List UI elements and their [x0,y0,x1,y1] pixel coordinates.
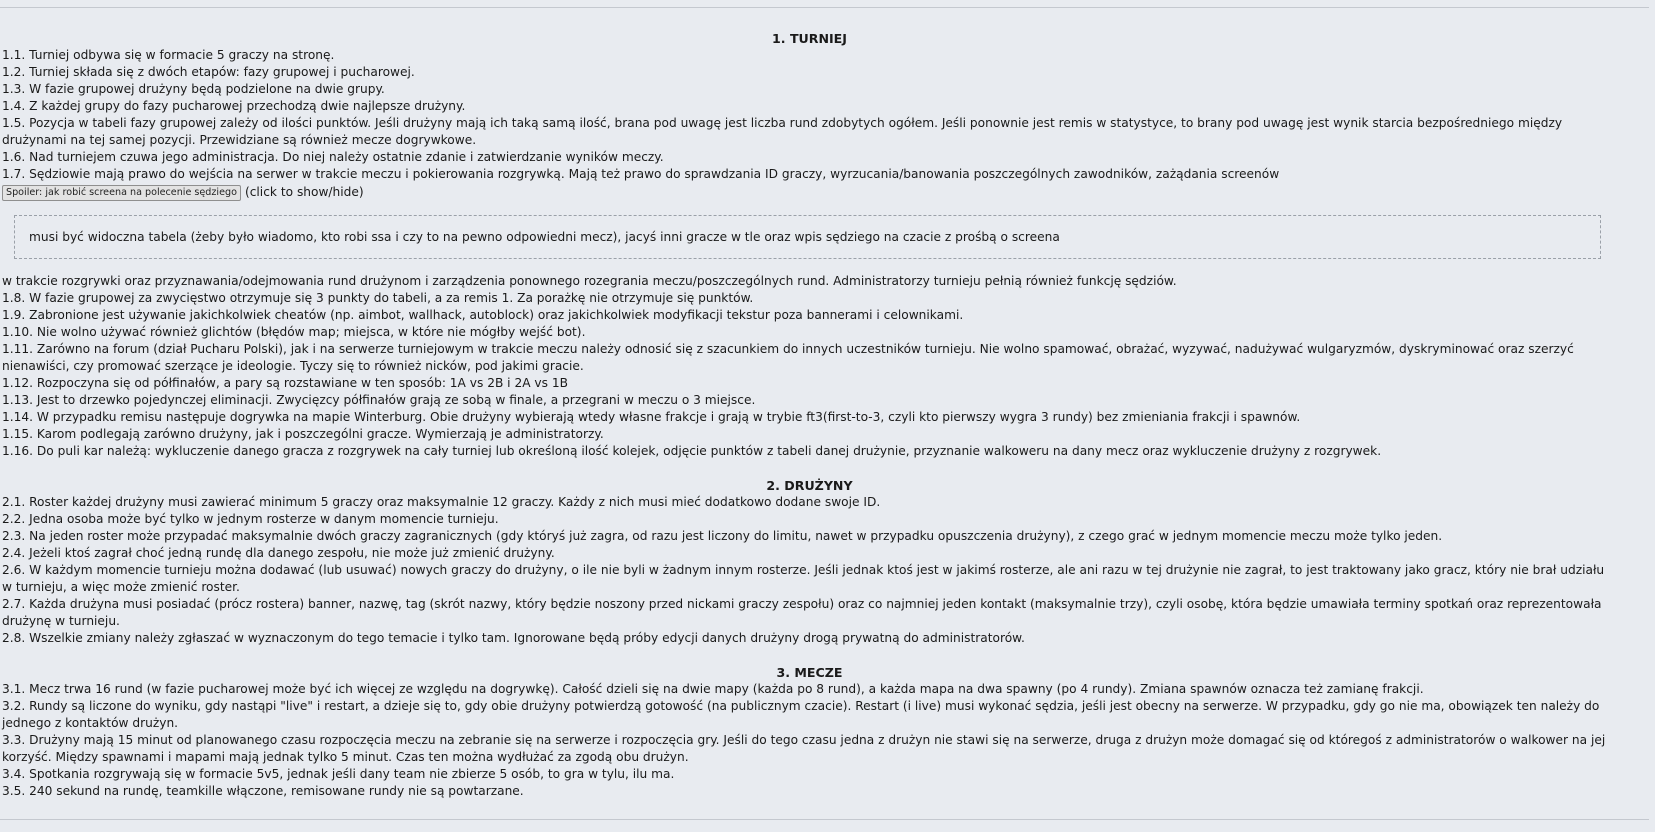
tournament-rules [2,47,1617,183]
rule-line: 3.5. 240 sekund na rundę, teamkille włączone, remisowane rundy nie są powtarzane. [2,784,524,798]
rule-line: 1.8. W fazie grupowej za zwycięstwo otrzymuje się 3 punkty do tabeli, a za remis 1. Za porażkę nie otrzymuje się punktów. [2,291,754,305]
rule-line: 1.4. Z każdej grupy do fazy pucharowej przechodzą dwie najlepsze drużyny. [2,99,466,113]
rule-line: 1.11. Zarówno na forum (dział Pucharu Polski), jak i na serwerze turniejowym w trakcie meczu należy odnosić się z szacunkiem do innych uczestników turnieju. Nie wolno spamować, obrażać, wyzywać, nadużywać wulgaryzmów, dyskryminować oraz szerzyć nienawiści, czy promować szerzące je ideologie. Tyczy się to również nicków, pod jakimi gracie. [2,342,1574,373]
rule-line: 2.7. Każda drużyna musi posiadać (prócz rostera) banner, nazwę, tag (skrót nazwy, który będzie noszony przed nickami graczy zespołu) oraz co najmniej jeden kontakt (maksymalnie trzy), czyli osobę, która będzie umawiała terminy spotkań oraz reprezentowała drużynę w turnieju. [2,597,1602,628]
rule-line: 1.9. Zabronione jest używanie jakichkolwiek cheatów (np. aimbot, wallhack, autoblock) oraz jakichkolwiek modyfikacji tekstur poza bannerami i celownikami. [2,308,964,322]
rule-line: 2.6. W każdym momencie turnieju można dodawać (lub usuwać) nowych graczy do drużyny, o ile nie byli w żadnym innym rosterze. Jeśli jednak ktoś jest w jakimś rosterze, ale ani razu w tej drużynie nie zagrał, to jest traktowany jako gracz, który nie brał udziału w turnieju, a więc może zmienić roster. [2,563,1605,594]
rule-line: 3.1. Mecz trwa 16 rund (w fazie pucharowej może być ich więcej ze względu na dogrywkę). Całość dzieli się na dwie mapy (każda po 8 rund), a każda mapa na dwa spawny (po 4 rundy). Zmiana spawnów oznacza też zamianę frakcji. [2,682,1424,696]
rule-line: 3.2. Rundy są liczone do wyniku, gdy nastąpi "live" i restart, a dzieje się to, gdy obie drużyny potwierdzą gotowość (na publicznym czacie). Restart (i live) musi wykonać sędzia, jeśli jest obecny na serwerze. W przypadku, gdy go nie ma, obowiązek ten należy do jednego z kontaktów drużyn. [2,699,1600,730]
rule-line: 1.7. Sędziowie mają prawo do wejścia na serwer w trakcie meczu i pokierowania rozgrywką. Mają też prawo do sprawdzania ID graczy, wyrzucania/banowania poszczególnych zawodników, zażądania screenów [2,167,1280,181]
rule-line: 2.8. Wszelkie zmiany należy zgłaszać w wyznaczonym do tego temacie i tylko tam. Ignorowane będą próby edycji danych drużyny drogą prywatną do administratorów. [2,631,1025,645]
spoiler-content-box [14,215,1601,259]
rule-line: 2.4. Jeżeli ktoś zagrał choć jedną rundę dla danego zespołu, nie może już zmienić drużyny. [2,546,555,560]
rule-line: 1.3. W fazie grupowej drużyny będą podzielone na dwie grupy. [2,82,385,96]
top-divider [0,7,1649,8]
matches-rules [2,681,1617,800]
rule-line: 1.16. Do puli kar należą: wykluczenie danego gracza z rozgrywek na cały turniej lub określoną ilość kolejek, odjęcie punktów z tabeli danej drużynie, przyznanie walkoweru na dany mecz oraz wykluczenie drużyny z rozgrywek. [2,444,1382,458]
spoiler-toggle-button[interactable]: Spoiler: jak robić screena na polecenie sędziego [2,185,241,201]
spoiler-hint: (click to show/hide) [244,185,364,199]
spoiler-content-text: musi być widoczna tabela (żeby było wiadomo, kto robi ssa i czy to na pewno odpowiedni mecz), jacyś inni gracze w tle oraz wpis sędziego na czacie z prośbą o screena [29,230,1060,244]
rule-line: 2.3. Na jeden roster może przypadać maksymalnie dwóch graczy zagranicznych (gdy któryś już zagra, od razu jest liczony do limitu, nawet w przypadku opuszczenia drużyny), z czego grać w jednym momencie meczu może tylko jeden. [2,529,1443,543]
section-title-matches: 3. MECZE [776,665,843,680]
rule-line: 1.15. Karom podlegają zarówno drużyny, jak i poszczególni gracze. Wymierzają je administratorzy. [2,427,604,441]
rule-line: w trakcie rozgrywki oraz przyznawania/odejmowania rund drużynom i zarządzenia ponownego rozegrania meczu/poszczególnych rund. Administratorzy turnieju pełnią również funkcję sędziów. [2,274,1177,288]
rules-content [2,30,1617,800]
bottom-divider [0,819,1649,820]
rule-line: 1.14. W przypadku remisu następuje dogrywka na mapie Winterburg. Obie drużyny wybierają wtedy własne frakcje i grają w trybie ft3(first-to-3, czyli kto pierwszy wygra 3 rundy) bez zmieniania frakcji i spawnów. [2,410,1301,424]
rule-line: 3.3. Drużyny mają 15 minut od planowanego czasu rozpoczęcia meczu na zebranie się na serwerze i rozpoczęcia gry. Jeśli do tego czasu jedna z drużyn nie stawi się na serwerze, druga z drużyn może domagać się od któregoś z administratorów o walkower na jej korzyść. Między spawnami i mapami mają jednak tylko 5 minut. Czas ten można wydłużać za zgodą obu drużyn. [2,733,1606,764]
tournament-rules-continued [2,273,1617,460]
section-title-tournament: 1. TURNIEJ [772,31,847,46]
rule-line: 1.6. Nad turniejem czuwa jego administracja. Do niej należy ostatnie zdanie i zatwierdzanie wyników meczy. [2,150,664,164]
rule-line: 2.1. Roster każdej drużyny musi zawierać minimum 5 graczy oraz maksymalnie 12 graczy. Każdy z nich musi mieć dodatkowo dodane swoje ID. [2,495,881,509]
rule-line: 1.2. Turniej składa się z dwóch etapów: fazy grupowej i pucharowej. [2,65,415,79]
rule-line: 2.2. Jedna osoba może być tylko w jednym rosterze w danym momencie turnieju. [2,512,499,526]
rule-line: 3.4. Spotkania rozgrywają się w formacie 5v5, jednak jeśli dany team nie zbierze 5 osób, to gra w tylu, ilu ma. [2,767,675,781]
rule-line: 1.12. Rozpoczyna się od półfinałów, a pary są rozstawiane w ten sposób: 1A vs 2B i 2A vs 1B [2,376,568,390]
section-title-teams: 2. DRUŻYNY [766,478,853,493]
rule-line: 1.1. Turniej odbywa się w formacie 5 graczy na stronę. [2,48,335,62]
rule-line: 1.10. Nie wolno używać również glichtów (błędów map; miejsca, w które nie mógłby wejść bot). [2,325,586,339]
spoiler-row [2,184,1617,201]
rule-line: 1.5. Pozycja w tabeli fazy grupowej zależy od ilości punktów. Jeśli drużyny mają ich taką samą ilość, brana pod uwagę jest liczba rund zdobytych ogółem. Jeśli ponownie jest remis w statystyce, to brany pod uwagę jest wynik starcia bezpośredniego między drużynami na tej samej pozycji. Przewidziane są również mecze dogrywkowe. [2,116,1563,147]
rule-line: 1.13. Jest to drzewko pojedynczej eliminacji. Zwycięzcy półfinałów grają ze sobą w finale, a przegrani w meczu o 3 miejsce. [2,393,756,407]
teams-rules [2,494,1617,647]
